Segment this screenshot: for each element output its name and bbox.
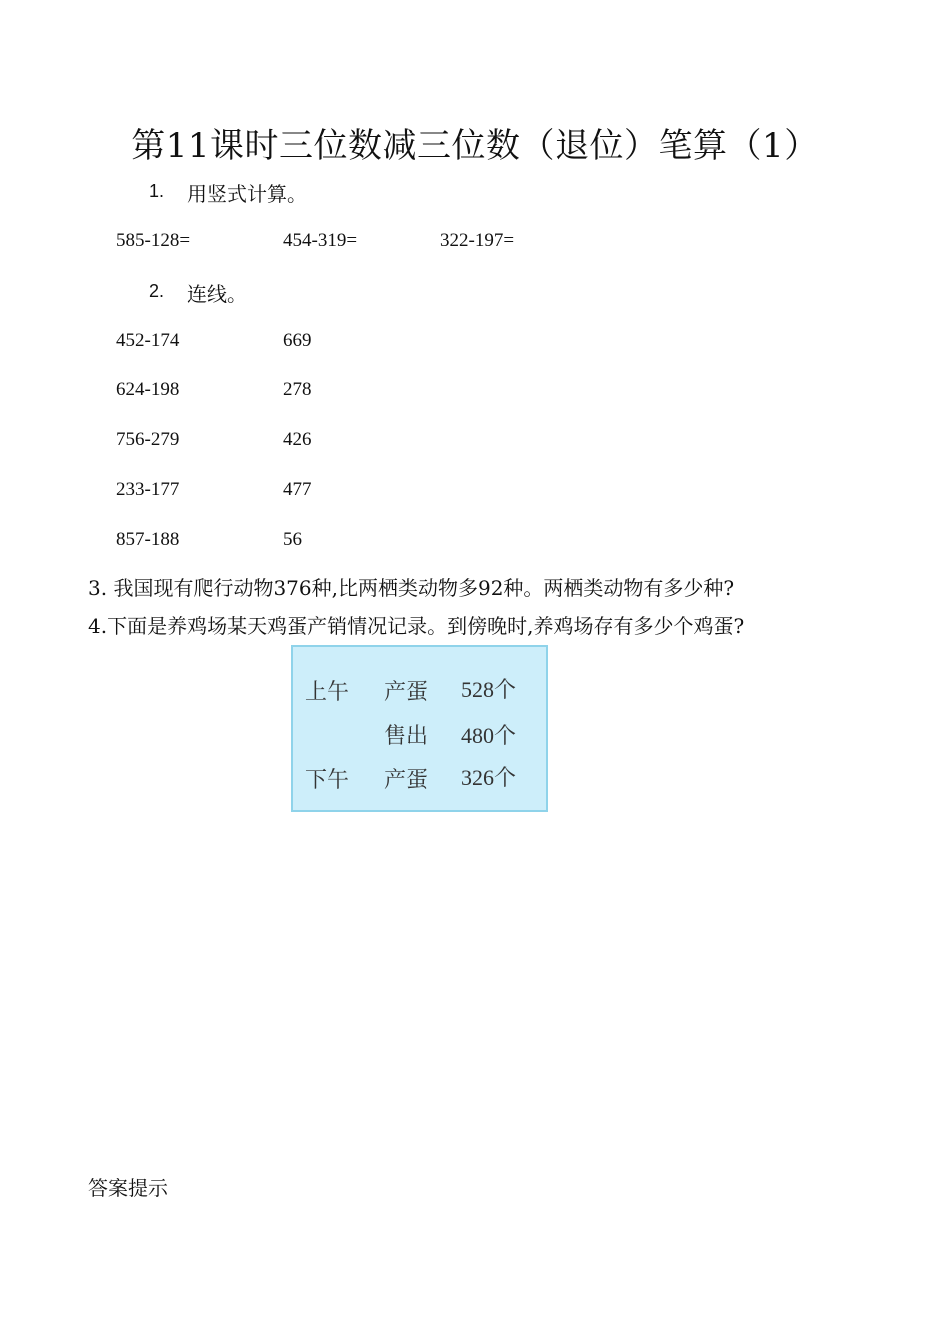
q3-text: 3. 我国现有爬行动物376种,比两栖类动物多92种。两栖类动物有多少种?: [88, 576, 735, 600]
row2-action: 售出: [384, 724, 429, 749]
q4-text: 4.下面是养鸡场某天鸡蛋产销情况记录。到傍晚时,养鸡场存有多少个鸡蛋?: [88, 614, 745, 638]
q2-text: 连线。: [187, 282, 247, 306]
row3-amount: 326个: [461, 765, 517, 790]
q1-item-2: 454-319=: [283, 230, 358, 251]
row1-action: 产蛋: [384, 680, 429, 705]
match-left-item: 452-174: [116, 330, 180, 351]
row3-period: 下午: [305, 768, 350, 793]
match-left-item: 756-279: [116, 429, 180, 450]
q1-item-3: 322-197=: [440, 230, 515, 251]
egg-record-table: [291, 645, 548, 812]
match-right-item: 56: [283, 529, 302, 550]
match-left-item: 624-198: [116, 379, 180, 400]
row1-amount: 528个: [461, 677, 517, 702]
row1-period: 上午: [305, 680, 350, 705]
row2-amount: 480个: [461, 723, 517, 748]
match-left-item: 233-177: [116, 479, 180, 500]
match-right-item: 426: [283, 429, 312, 450]
match-right-item: 669: [283, 330, 312, 351]
match-right-item: 278: [283, 379, 312, 400]
q1-number: 1.: [149, 181, 165, 201]
q1-text: 用竖式计算。: [187, 182, 307, 206]
match-right-item: 477: [283, 479, 312, 500]
q2-number: 2.: [149, 281, 165, 301]
answer-hint-heading: 答案提示: [88, 1176, 168, 1200]
match-left-item: 857-188: [116, 529, 180, 550]
q1-item-1: 585-128=: [116, 230, 191, 251]
row3-action: 产蛋: [384, 768, 429, 793]
page-title: 第11课时三位数减三位数（退位）笔算（1）: [131, 126, 819, 166]
